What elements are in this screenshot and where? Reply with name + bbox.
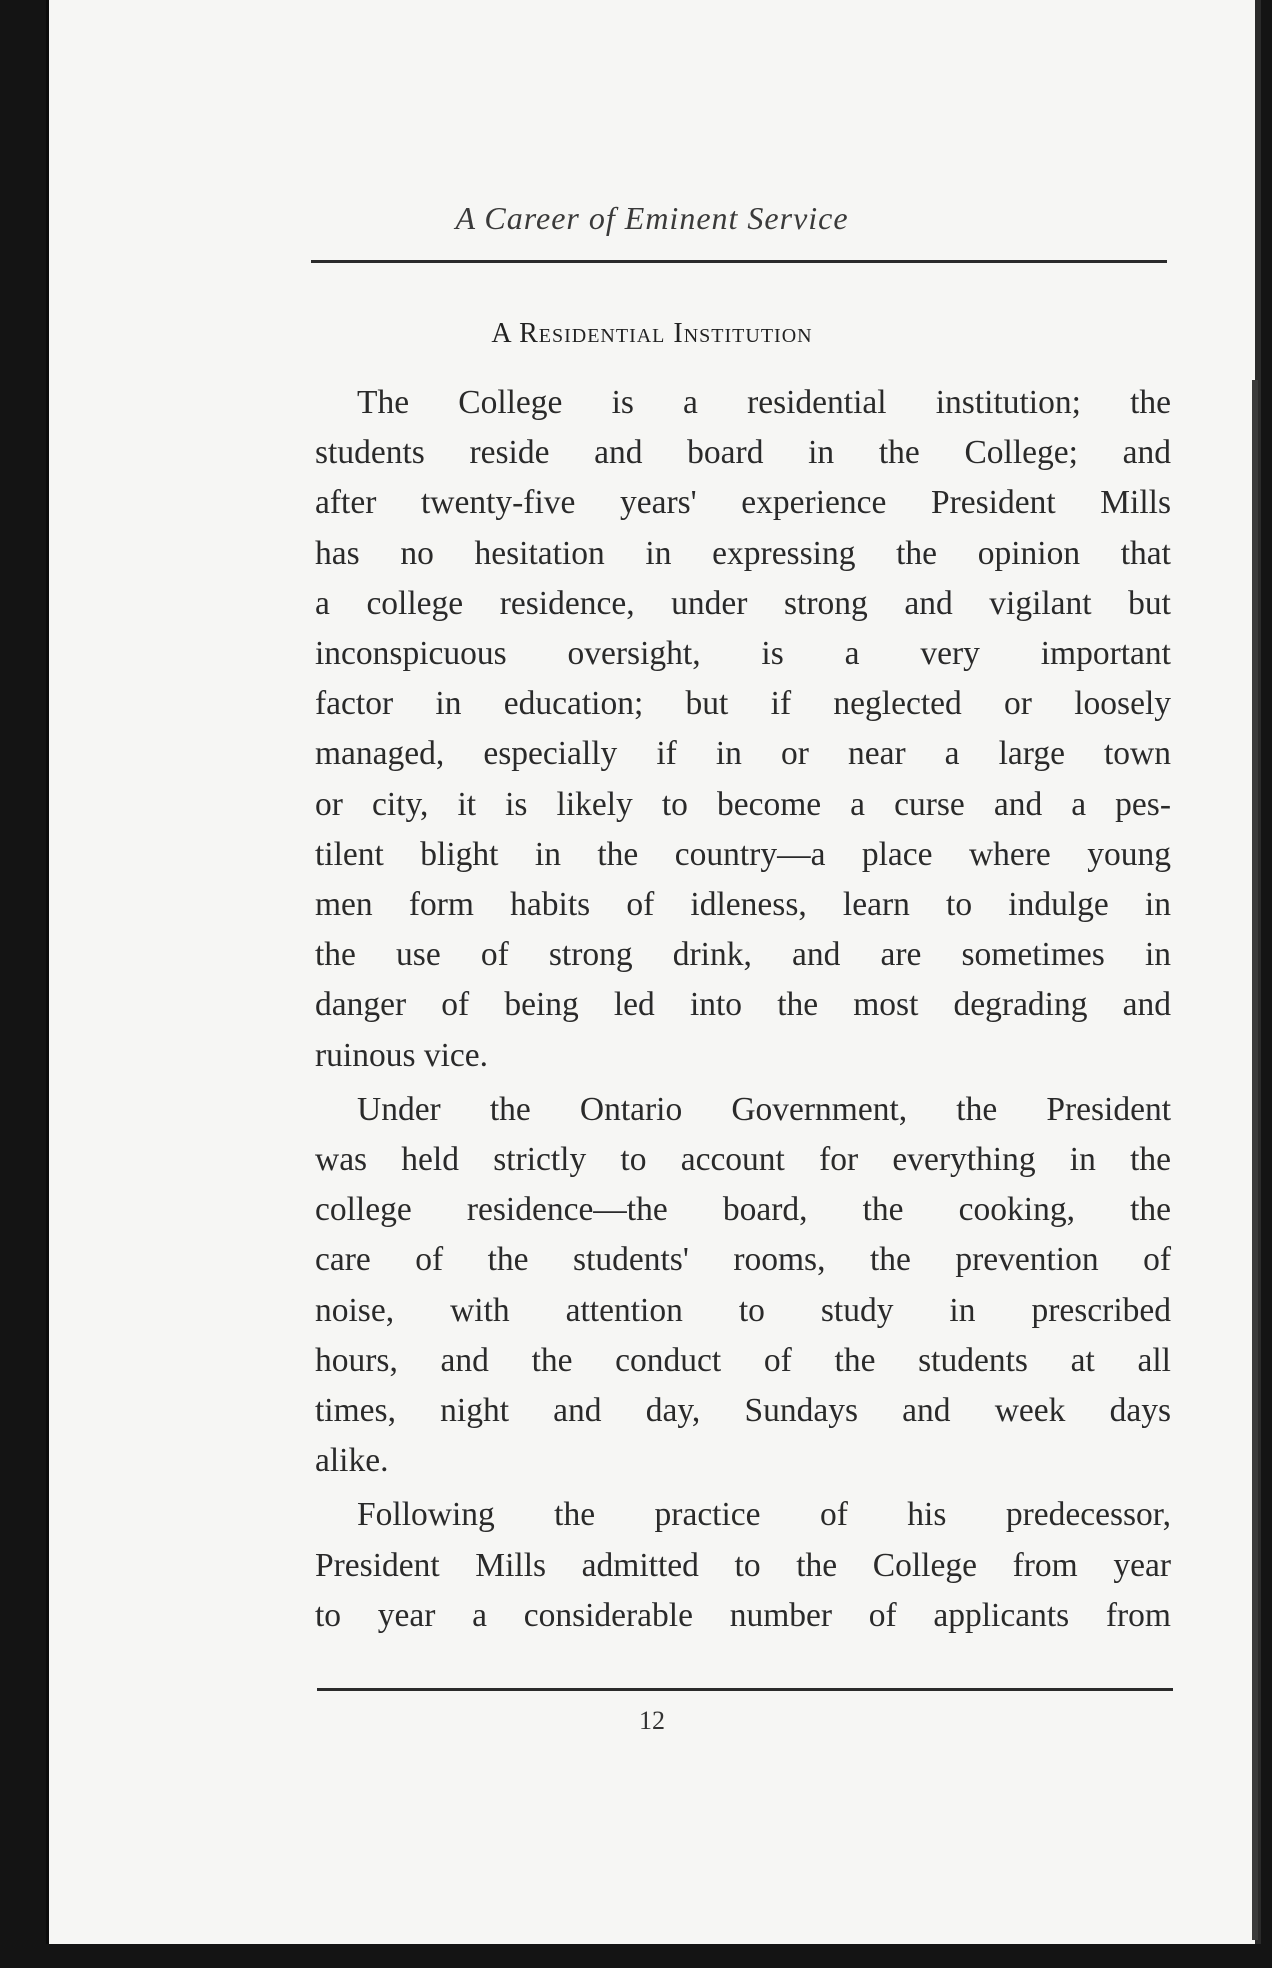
text-line: has no hesitation in expressing the opinion that bbox=[315, 534, 1171, 572]
header-rule bbox=[311, 260, 1167, 263]
page-number: 12 bbox=[639, 1706, 665, 1735]
text-line: danger of being led into the most degrading and bbox=[315, 986, 1171, 1024]
text-line: managed, especially if in or near a large town bbox=[315, 735, 1171, 773]
text-line: hours, and the conduct of the students at all bbox=[315, 1341, 1171, 1379]
text-line: The College is a residential institution; the bbox=[357, 384, 1171, 421]
footer-rule bbox=[317, 1688, 1173, 1691]
text-line: factor in education; but if neglected or loosely bbox=[315, 685, 1171, 723]
paragraph bbox=[315, 378, 1171, 1081]
text-line: times, night and day, Sundays and week days bbox=[315, 1392, 1171, 1430]
page-edge-shadow bbox=[1252, 380, 1258, 1940]
text-line: the use of strong drink, and are sometimes in bbox=[315, 936, 1171, 974]
text-line: ruinous vice. bbox=[315, 1036, 489, 1074]
paragraph bbox=[315, 1085, 1171, 1487]
text-line: college residence—the board, the cooking, the bbox=[315, 1191, 1171, 1229]
text-line: or city, it is likely to become a curse and a pes- bbox=[315, 785, 1171, 823]
paragraph bbox=[315, 1490, 1171, 1641]
text-line: Under the Ontario Government, the President bbox=[357, 1090, 1171, 1128]
text-line: students reside and board in the College; and bbox=[315, 434, 1171, 472]
text-line: was held strictly to account for everything in the bbox=[315, 1141, 1171, 1179]
book-page bbox=[46, 0, 1255, 1944]
running-head: A Career of Eminent Service bbox=[455, 200, 849, 236]
text-line: inconspicuous oversight, is a very important bbox=[315, 635, 1171, 673]
text-line: a college residence, under strong and vigilant but bbox=[315, 584, 1171, 622]
text-line: care of the students' rooms, the prevention of bbox=[315, 1241, 1171, 1279]
text-line: noise, with attention to study in prescribed bbox=[315, 1291, 1171, 1329]
text-line: President Mills admitted to the College from year bbox=[315, 1546, 1171, 1584]
text-line: tilent blight in the country—a place where young bbox=[315, 835, 1171, 873]
text-line: to year a considerable number of applicants from bbox=[315, 1596, 1171, 1634]
text-line: after twenty-five years' experience President Mills bbox=[315, 484, 1171, 522]
text-line: alike. bbox=[315, 1442, 389, 1480]
text-line: Following the practice of his predecessor, bbox=[357, 1496, 1171, 1534]
body-text bbox=[315, 378, 1171, 1645]
section-heading: A Residential Institution bbox=[491, 318, 813, 349]
text-line: men form habits of idleness, learn to indulge in bbox=[315, 886, 1171, 924]
